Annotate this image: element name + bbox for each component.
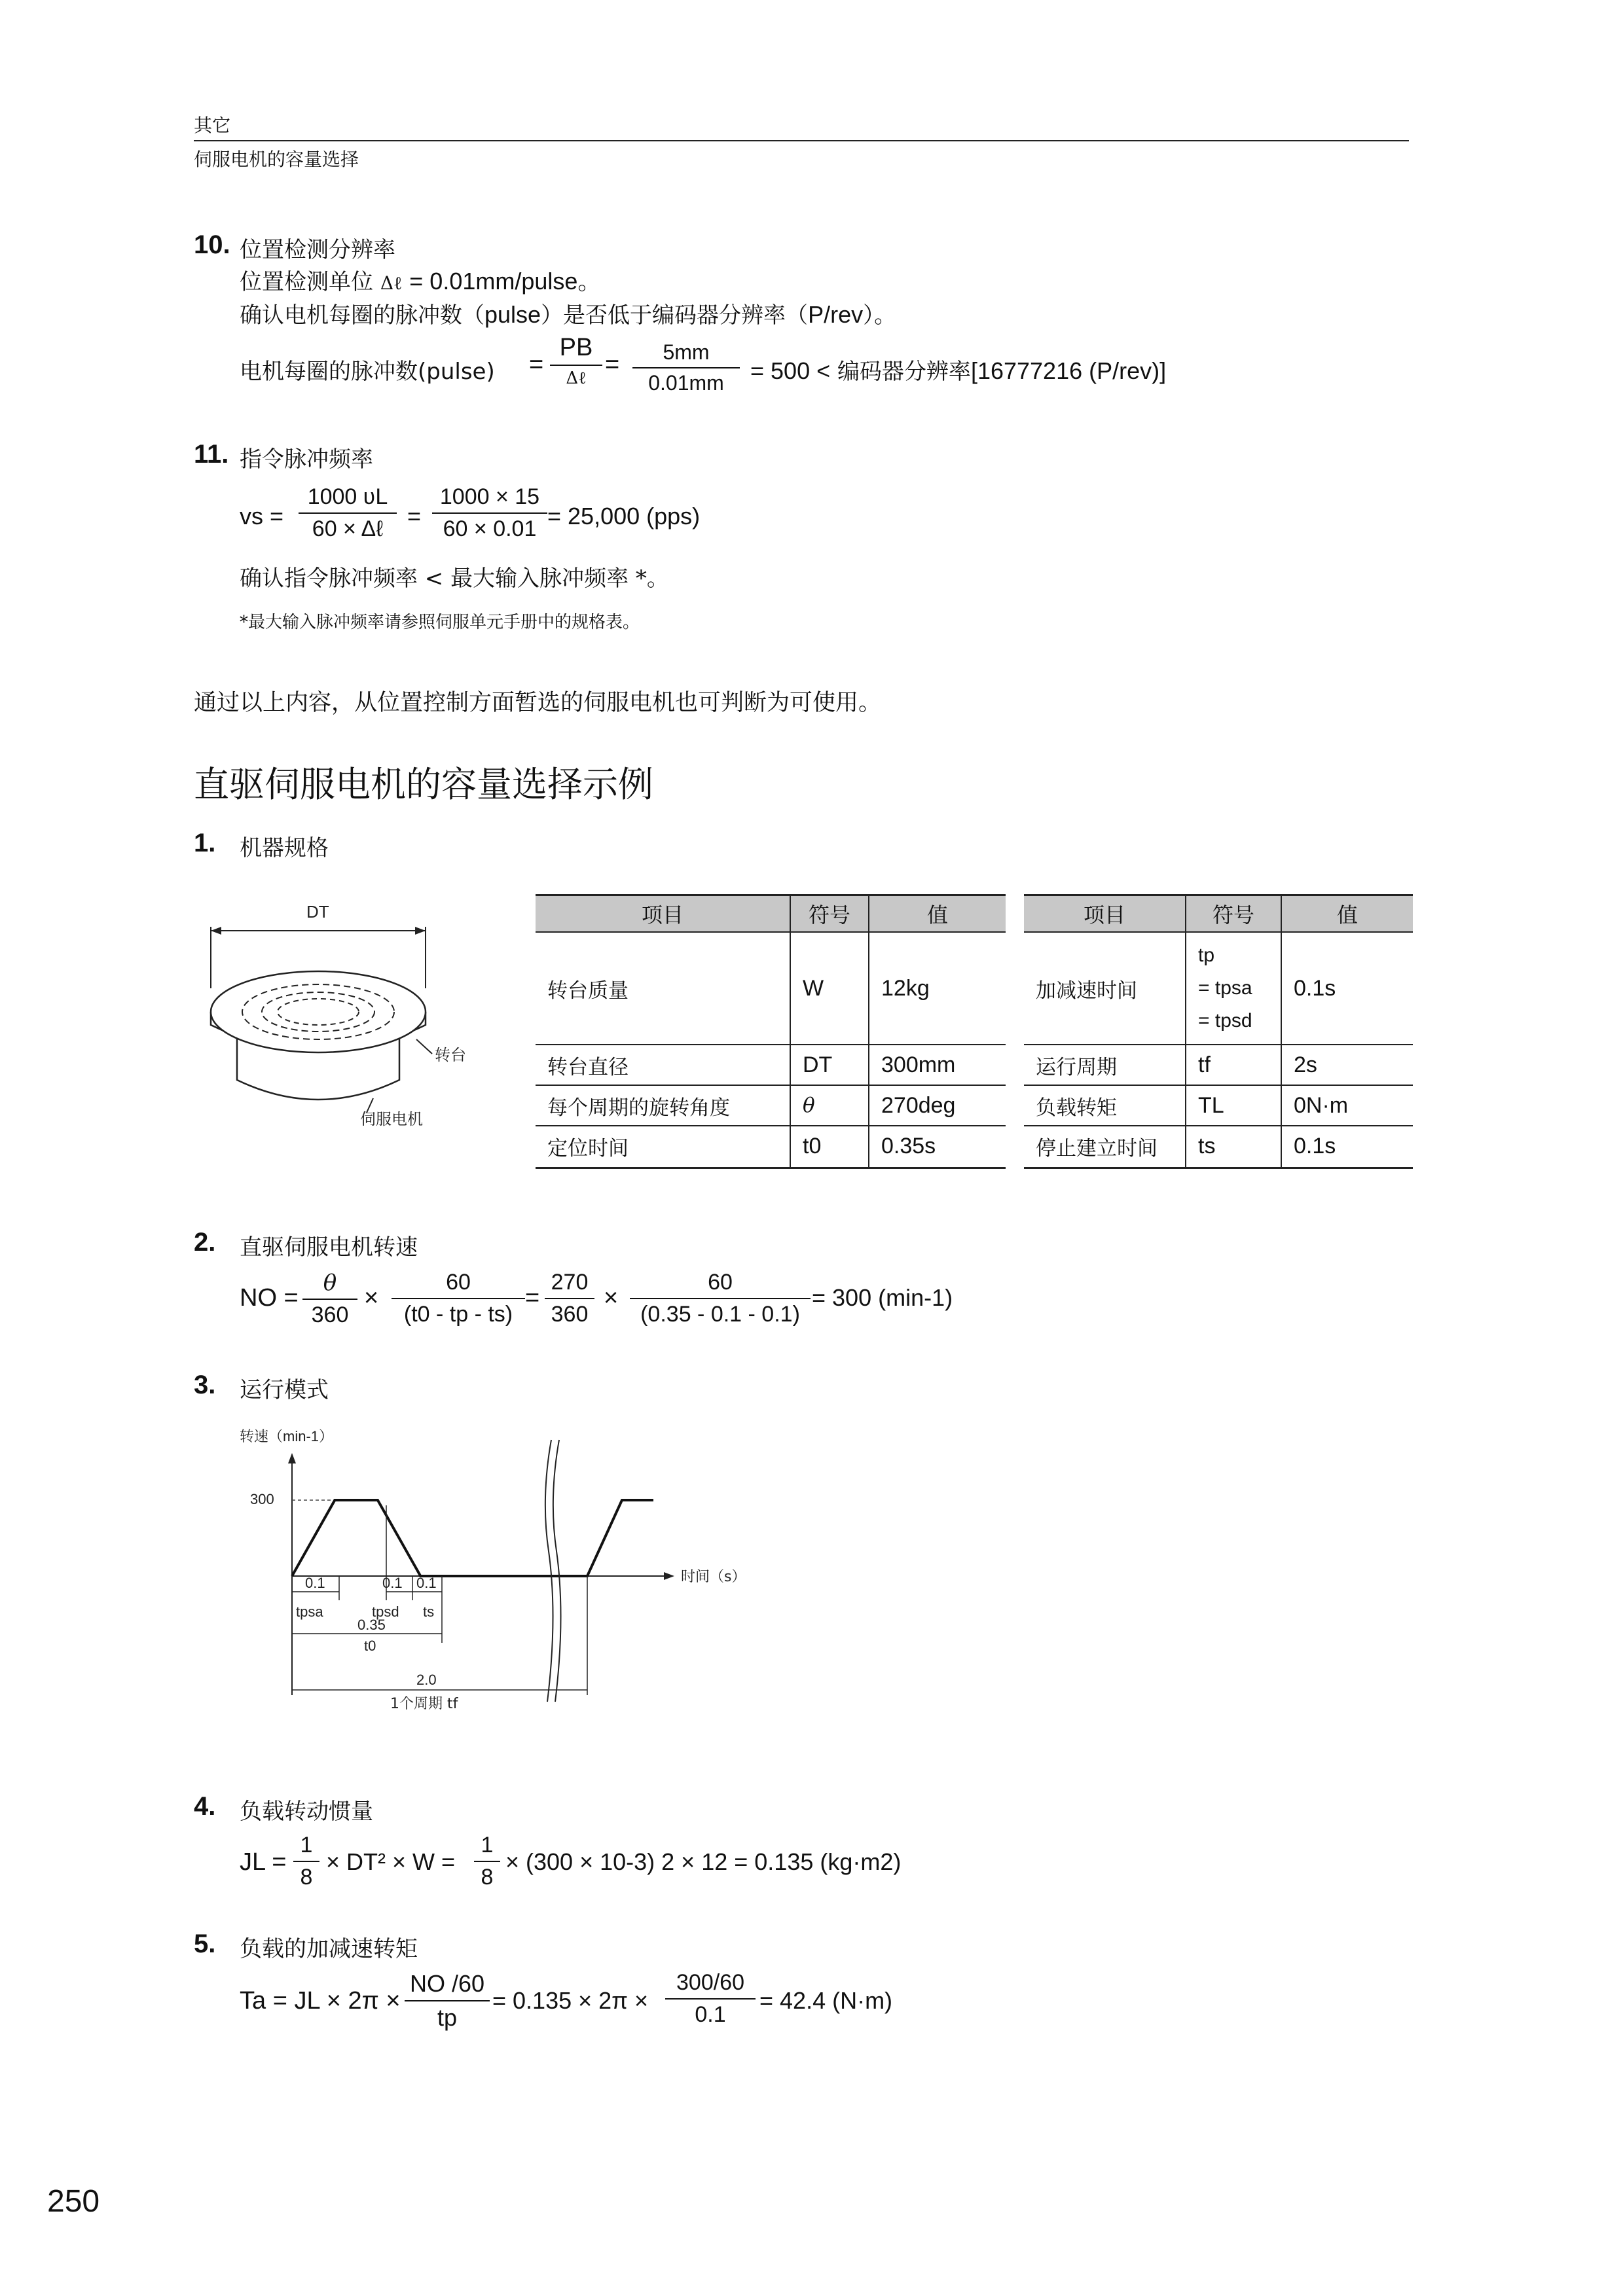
table-row: 转台质量 W 12kg bbox=[536, 932, 1006, 1045]
spec-table-left bbox=[536, 894, 1006, 1169]
s2-frac2: 60 (t0 - tp - ts) bbox=[392, 1270, 525, 1327]
s10-line1: 位置检测单位 Δℓ = 0.01mm/pulse。 bbox=[240, 268, 602, 295]
chart-annot-4: tpsd bbox=[372, 1604, 399, 1620]
speed-profile-line bbox=[292, 1500, 653, 1576]
s2-lhs: NO = bbox=[240, 1284, 299, 1312]
chart-annot-7: t0 bbox=[364, 1638, 376, 1654]
s2-frac3: 270 360 bbox=[545, 1270, 594, 1327]
s2-frac1: θ 360 bbox=[302, 1270, 357, 1328]
chart-annot-6: 0.35 bbox=[357, 1617, 386, 1633]
chart-xlabel: 时间（s） bbox=[681, 1569, 746, 1585]
table-row: 每个周期的旋转角度 θ 270deg bbox=[536, 1085, 1006, 1126]
fig-table-label: 转台 bbox=[435, 1046, 466, 1064]
speed-chart bbox=[236, 1420, 773, 1728]
s10-eq1: = bbox=[529, 351, 544, 378]
s11-vs: vs = bbox=[240, 503, 284, 529]
col-header-value: 值 bbox=[1281, 895, 1413, 933]
s4-tail: × (300 × 10-3) 2 × 12 = 0.135 (kg·m2) bbox=[505, 1848, 902, 1875]
s4-mid: × DT² × W = bbox=[326, 1848, 456, 1875]
s2-times1: × bbox=[364, 1284, 379, 1312]
s3-title: 运行模式 bbox=[240, 1377, 329, 1403]
conclusion-text: 通过以上内容，从位置控制方面暂选的伺服电机也可判断为可使用。 bbox=[194, 690, 882, 716]
s2-times2: × bbox=[604, 1284, 619, 1312]
s10-eq-label: 电机每圈的脉冲数(pulse) bbox=[240, 359, 495, 385]
s11-note: *最大输入脉冲频率请参照伺服单元手册中的规格表。 bbox=[240, 613, 640, 632]
s11-frac2: 1000 × 15 60 × 0.01 bbox=[432, 484, 547, 542]
table-row: 停止建立时间 ts 0.1s bbox=[1024, 1126, 1413, 1168]
section-heading: 直驱伺服电机的容量选择示例 bbox=[194, 764, 653, 805]
s10-eq-tail: = 500 < 编码器分辨率[16777216 (P/rev)] bbox=[750, 357, 1167, 385]
s11-number: 11. bbox=[194, 440, 229, 469]
chart-annot-2: 0.1 bbox=[416, 1575, 437, 1591]
s4-number: 4. bbox=[194, 1792, 216, 1821]
s10-line2: 确认电机每圈的脉冲数（pulse）是否低于编码器分辨率（P/rev）。 bbox=[240, 301, 897, 329]
header-section: 其它 bbox=[194, 115, 231, 136]
chart-ytick: 300 bbox=[250, 1491, 274, 1507]
s5-tail: = 42.4 (N·m) bbox=[759, 1987, 893, 2014]
table-row: 负载转矩 TL 0N·m bbox=[1024, 1085, 1413, 1126]
col-header-symbol: 符号 bbox=[790, 895, 869, 933]
s11-eq: = bbox=[407, 503, 422, 529]
col-header-item: 项目 bbox=[1024, 895, 1186, 933]
s11-frac1: 1000 ʋL 60 × Δℓ bbox=[299, 484, 397, 542]
s5-title: 负载的加减速转矩 bbox=[240, 1936, 418, 1962]
chart-annot-0: 0.1 bbox=[305, 1575, 325, 1591]
s5-frac1: NO /60 tp bbox=[405, 1970, 490, 2032]
s2-eq: = bbox=[525, 1284, 540, 1312]
col-header-symbol: 符号 bbox=[1186, 895, 1281, 933]
table-row: 转台直径 DT 300mm bbox=[536, 1045, 1006, 1085]
s1-title: 机器规格 bbox=[240, 835, 329, 861]
s11-result: = 25,000 (pps) bbox=[547, 503, 701, 529]
s5-number: 5. bbox=[194, 1929, 216, 1958]
page-number: 250 bbox=[47, 2184, 100, 2219]
s5-lhs: Ta = JL × 2π × bbox=[240, 1987, 401, 2015]
s1-number: 1. bbox=[194, 829, 216, 857]
chart-ylabel: 转速（min-1） bbox=[240, 1428, 334, 1444]
table-row: 运行周期 tf 2s bbox=[1024, 1045, 1413, 1085]
turntable-figure bbox=[196, 890, 484, 1139]
fig-dt-label: DT bbox=[306, 902, 329, 922]
s5-frac2: 300/60 0.1 bbox=[665, 1970, 756, 2028]
s10-number: 10. bbox=[194, 230, 230, 259]
header-subsection: 伺服电机的容量选择 bbox=[194, 149, 359, 170]
col-header-item: 项目 bbox=[536, 895, 790, 933]
s10-frac2: 5mm 0.01mm bbox=[632, 340, 740, 395]
table-row: 定位时间 t0 0.35s bbox=[536, 1126, 1006, 1168]
chart-annot-5: ts bbox=[423, 1604, 435, 1620]
chart-annot-1: 0.1 bbox=[382, 1575, 403, 1591]
s4-frac1: 1 8 bbox=[293, 1833, 319, 1890]
s5-mid: = 0.135 × 2π × bbox=[492, 1987, 649, 2014]
s10-frac1: PB Δℓ bbox=[550, 334, 602, 388]
chart-annot-8: 2.0 bbox=[416, 1672, 437, 1688]
s2-result: = 300 (min-1) bbox=[812, 1284, 953, 1311]
s4-lhs: JL = bbox=[240, 1848, 287, 1876]
chart-annot-9: 1个周期 tf bbox=[390, 1696, 458, 1712]
s2-title: 直驱伺服电机转速 bbox=[240, 1234, 418, 1261]
col-header-value: 值 bbox=[869, 895, 1006, 933]
s4-frac2: 1 8 bbox=[474, 1833, 500, 1890]
spec-table-right bbox=[1024, 894, 1413, 1169]
chart-series bbox=[292, 1500, 653, 1576]
header-rule bbox=[194, 140, 1409, 141]
s4-title: 负载转动惯量 bbox=[240, 1799, 373, 1825]
s3-number: 3. bbox=[194, 1371, 216, 1399]
s10-title: 位置检测分辨率 bbox=[240, 237, 395, 263]
s11-title: 指令脉冲频率 bbox=[240, 446, 373, 473]
s2-frac4: 60 (0.35 - 0.1 - 0.1) bbox=[630, 1270, 811, 1327]
s2-number: 2. bbox=[194, 1228, 216, 1257]
table-row: 加减速时间 tp = tpsa = tpsd 0.1s bbox=[1024, 932, 1413, 1045]
s10-eq2: = bbox=[605, 351, 620, 378]
s11-confirm: 确认指令脉冲频率 < 最大输入脉冲频率 *。 bbox=[240, 565, 669, 592]
chart-annot-3: tpsa bbox=[296, 1604, 323, 1620]
fig-motor-label: 伺服电机 bbox=[360, 1110, 423, 1128]
